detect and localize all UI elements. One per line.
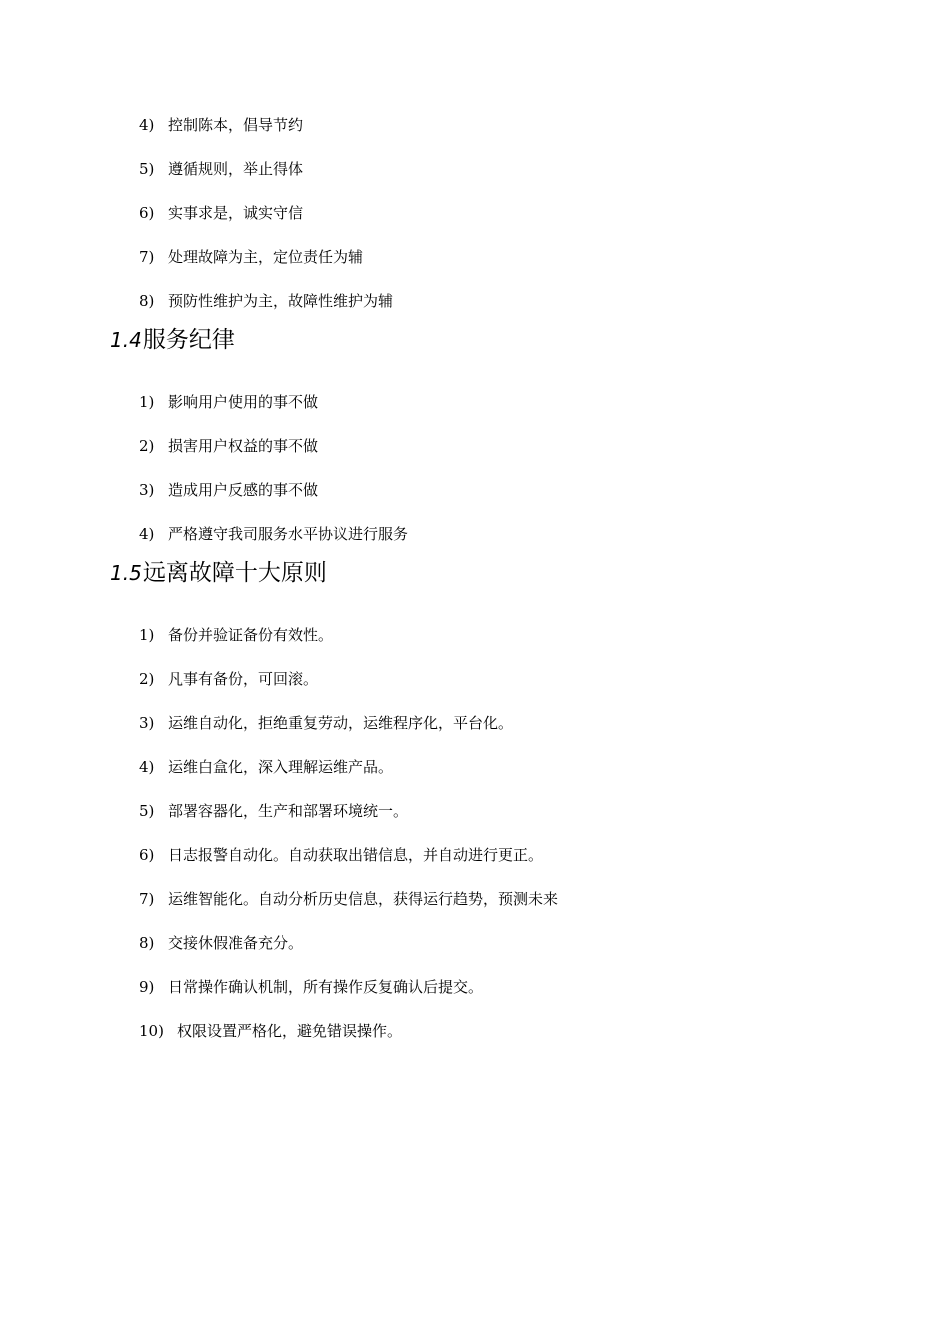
list-item-number: 4) [139, 525, 155, 543]
list-item-number: 4) [139, 758, 155, 776]
list-item-number: 10) [139, 1022, 164, 1040]
list-item-number: 1) [139, 393, 155, 411]
list-item-text: 损害用户权益的事不做 [168, 437, 319, 455]
list-item [139, 159, 303, 179]
list-item-number: 7) [139, 890, 155, 908]
section-number: 1.4 [110, 328, 142, 352]
list-item-text: 运维白盒化，深入理解运维产品。 [168, 758, 394, 776]
list-item-text: 运维智能化。自动分析历史信息，获得运行趋势，预测未来 [168, 890, 559, 908]
list-item-number: 1) [139, 626, 155, 644]
section-title: 服务纪律 [142, 327, 235, 353]
list-item-number: 8) [139, 292, 155, 310]
list-item [139, 889, 558, 909]
list-item-number: 8) [139, 934, 155, 952]
list-item-text: 交接休假准备充分。 [168, 934, 304, 952]
list-item-text: 运维自动化，拒绝重复劳动，运维程序化，平台化。 [168, 714, 514, 732]
list-item-text: 预防性维护为主，故障性维护为辅 [168, 292, 394, 310]
list-item [139, 845, 543, 865]
list-item-number: 6) [139, 846, 155, 864]
list-item-text: 备份并验证备份有效性。 [168, 626, 334, 644]
list-item-text: 控制陈本，倡导节约 [168, 116, 304, 134]
list-item [139, 669, 318, 689]
list-item [139, 625, 333, 645]
list-item-text: 严格遵守我司服务水平协议进行服务 [168, 525, 409, 543]
list-item-number: 3) [139, 714, 155, 732]
list-item [139, 291, 393, 311]
list-item [139, 1021, 402, 1041]
list-item-number: 2) [139, 437, 155, 455]
list-item-number: 2) [139, 670, 155, 688]
section-number: 1.5 [110, 561, 142, 585]
list-item [139, 524, 408, 544]
list-item-number: 5) [139, 160, 155, 178]
list-item [139, 436, 318, 456]
list-item-number: 5) [139, 802, 155, 820]
list-item [139, 115, 303, 135]
list-item-text: 造成用户反感的事不做 [168, 481, 319, 499]
section-heading-1-5 [110, 558, 327, 588]
list-item [139, 801, 408, 821]
list-item-text: 凡事有备份，可回滚。 [168, 670, 319, 688]
section-heading-1-4 [110, 325, 235, 355]
list-item [139, 203, 303, 223]
list-item-text: 日常操作确认机制，所有操作反复确认后提交。 [168, 978, 484, 996]
list-item [139, 977, 483, 997]
list-item [139, 933, 303, 953]
list-item-text: 实事求是，诚实守信 [168, 204, 304, 222]
list-item [139, 392, 318, 412]
list-item-text: 部署容器化，生产和部署环境统一。 [168, 802, 409, 820]
list-item-number: 4) [139, 116, 155, 134]
list-item-text: 日志报警自动化。自动获取出错信息，并自动进行更正。 [168, 846, 544, 864]
list-item-text: 影响用户使用的事不做 [168, 393, 319, 411]
list-item [139, 713, 513, 733]
list-item-number: 7) [139, 248, 155, 266]
list-item-text: 权限设置严格化，避免错误操作。 [177, 1022, 403, 1040]
list-item [139, 757, 393, 777]
list-item-number: 6) [139, 204, 155, 222]
list-item-number: 9) [139, 978, 155, 996]
list-item-text: 遵循规则，举止得体 [168, 160, 304, 178]
list-item-text: 处理故障为主，定位责任为辅 [168, 248, 364, 266]
list-item-number: 3) [139, 481, 155, 499]
list-item [139, 247, 363, 267]
section-title: 远离故障十大原则 [142, 560, 327, 586]
list-item [139, 480, 318, 500]
